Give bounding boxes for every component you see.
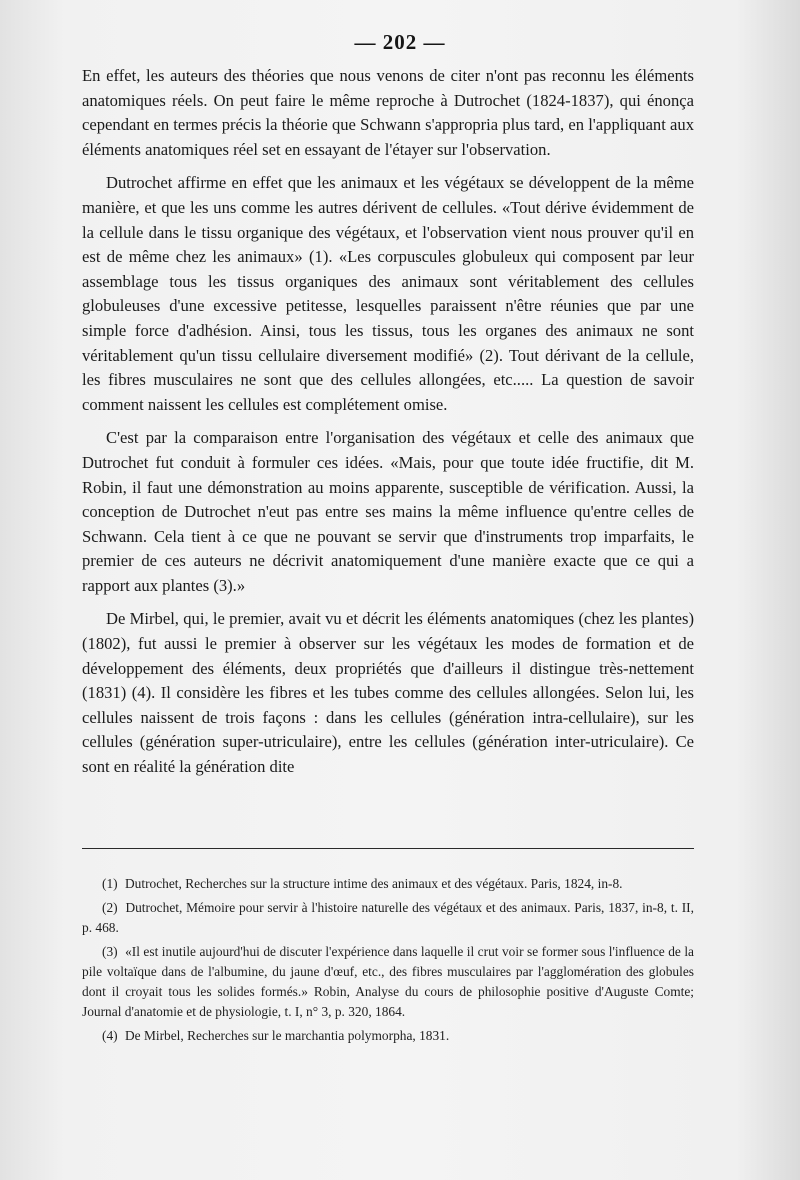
paragraph-3: C'est par la comparaison entre l'organisation des végétaux et celle des animaux que Dutrochet fut conduit à formuler ces idées. «Mais, pour que toute idée fructifie, dit M. Robin, il faut une démonstration au moins apparente, susceptible de vérification. Aussi, la conception de Dutrochet n'eut pas entre ses mains la même influence qu'entre celles de Schwann. Cela tient à ce que ne pouvant se servir que d'instruments trop imparfaits, le premier de ces auteurs ne décrivit anatomiquement d'une manière exacte que ce qui a rapport aux plantes (3).» (82, 428, 694, 595)
footnote-3 (82, 942, 694, 1022)
footnotes-block (82, 874, 694, 1050)
footnote-1-number: (1) (102, 876, 118, 891)
footnote-2-text: Dutrochet, Mémoire pour servir à l'histoire naturelle des végétaux et des animaux. Paris, 1837, in-8, t. II, p. 468. (82, 900, 694, 935)
footnote-2-number: (2) (102, 900, 118, 915)
footnote-2 (82, 898, 694, 938)
paragraph-1: En effet, les auteurs des théories que nous venons de citer n'ont pas reconnu les éléments anatomiques réels. On peut faire le même reproche à Dutrochet (1824-1837), qui énonça cependant en termes précis la théorie que Schwann s'appropria plus tard, en l'appliquant aux éléments anatomiques réel set en essayant de l'étayer sur l'observation. (82, 66, 694, 159)
footnote-1-text: Dutrochet, Recherches sur la structure intime des animaux et des végétaux. Paris, 1824, in-8. (124, 876, 623, 891)
footnote-4-number: (4) (102, 1028, 118, 1043)
page-number: — 202 — (354, 30, 446, 54)
footnote-4-text: De Mirbel, Recherches sur le marchantia polymorpha, 1831. (124, 1028, 450, 1043)
footnote-3-text: «Il est inutile aujourd'hui de discuter l'expérience dans laquelle il crut voir se former sous l'influence de la pile voltaïque dans de l'albumine, du jaune d'œuf, etc., des fibres musculaires par l'agglomération des globules dont il croyait tous les solides formés.» Robin, Analyse du cours de philosophie positive d'Auguste Comte; Journal d'anatomie et de physiologie, t. I, n° 3, p. 320, 1864. (82, 944, 694, 1019)
footnote-1 (82, 874, 694, 894)
paragraph-4: De Mirbel, qui, le premier, avait vu et décrit les éléments anatomiques (chez les plantes) (1802), fut aussi le premier à observer sur les végétaux les modes de formation et de développement des éléments, deux propriétés que d'ailleurs il distingue très-nettement (1831) (4). Il considère les fibres et les tubes comme des cellules allongées. Selon lui, les cellules naissent de trois façons : dans les cellules (génération intra-cellulaire), sur les cellules (génération super-utriculaire), entre les cellules (génération inter-utriculaire). Ce sont en réalité la génération dite (82, 609, 694, 777)
paragraph-2: Dutrochet affirme en effet que les animaux et les végétaux se développent de la même manière, et que les uns comme les autres dérivent de cellules. «Tout dérive évidemment de la cellule dans le tissu organique des végétaux, et l'observation vient nous prouver qu'il en est de même chez les animaux» (1). «Les corpuscules globuleux qui composent par leur assemblage tous les tissus organiques des animaux sont véritablement des cellules globuleuses d'une excessive petitesse, lesquelles paraissent n'être réunies que par une simple force d'adhésion. Ainsi, tous les tissus, tous les organes des animaux ne sont véritablement qu'un tissu cellulaire diversement modifié» (2). Tout dérivant de la cellule, les fibres musculaires ne sont que des cellules allongées, etc..... La question de savoir comment naissent les cellules est complétement omise. (82, 173, 694, 414)
footnote-4 (82, 1026, 694, 1046)
footnote-divider (82, 848, 694, 849)
footnote-3-number: (3) (102, 944, 118, 959)
main-text-block (82, 64, 694, 789)
